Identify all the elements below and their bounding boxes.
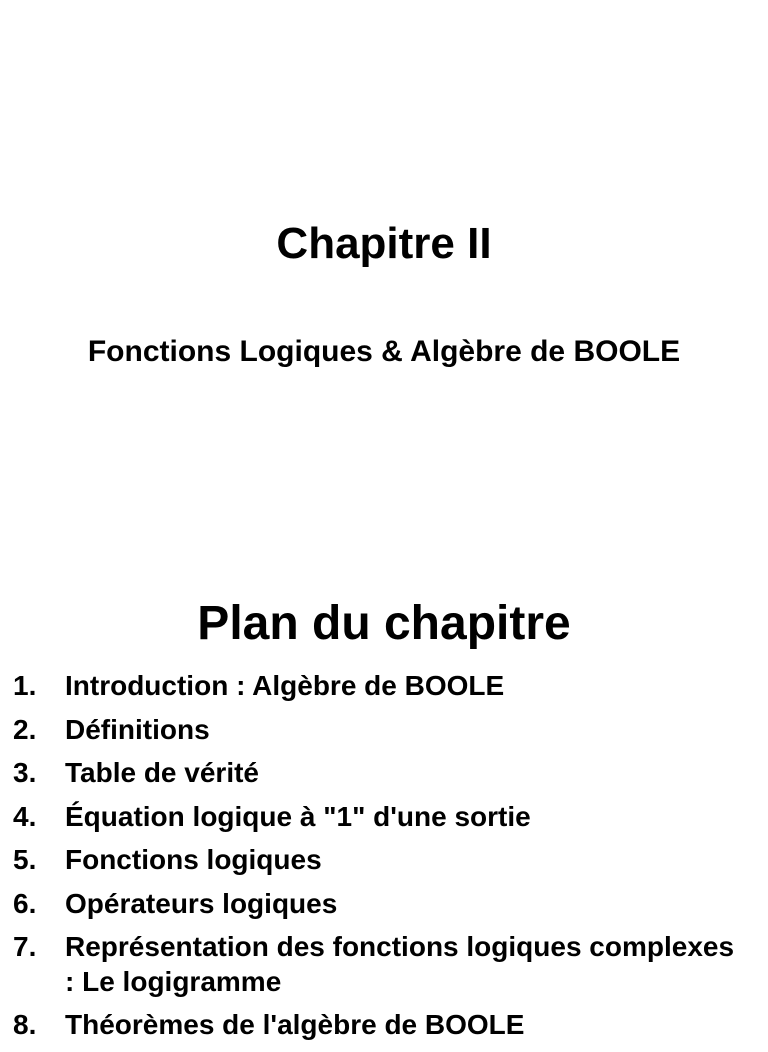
plan-item-number: 6. — [13, 887, 37, 919]
plan-item-number: 7. — [13, 931, 37, 962]
plan-item-number: 2. — [13, 713, 37, 745]
plan-item — [0, 887, 768, 922]
chapter-title: Chapitre II — [276, 219, 492, 268]
plan-item-text: Opérateurs logiques — [65, 887, 338, 919]
plan-item-text: Fonctions logiques — [65, 844, 322, 875]
plan-item — [0, 843, 768, 878]
plan-item-number: 1. — [13, 670, 37, 701]
plan-item — [0, 669, 768, 704]
plan-item-text: Table de vérité — [65, 757, 260, 788]
plan-item — [0, 930, 768, 999]
plan-list — [0, 669, 768, 1052]
plan-item-text: Définitions — [65, 713, 210, 745]
plan-item-text: Représentation des fonctions logiques complexes : Le logigramme — [65, 931, 735, 997]
plan-item — [0, 800, 768, 835]
title-slide — [0, 0, 768, 512]
plan-item-number: 4. — [13, 800, 37, 832]
plan-item — [0, 1008, 768, 1043]
plan-title: Plan du chapitre — [197, 597, 571, 650]
chapter-subtitle: Fonctions Logiques & Algèbre de BOOLE — [87, 335, 681, 368]
plan-slide — [0, 560, 768, 1040]
plan-item-text: Équation logique à "1" d'une sortie — [65, 800, 531, 832]
plan-item-text: Introduction : Algèbre de BOOLE — [65, 670, 505, 701]
plan-item — [0, 713, 768, 748]
plan-item — [0, 756, 768, 791]
plan-item-number: 8. — [13, 1009, 37, 1040]
plan-item-number: 3. — [13, 757, 37, 788]
plan-item-text: Théorèmes de l'algèbre de BOOLE — [65, 1009, 525, 1040]
plan-item-number: 5. — [13, 844, 37, 875]
